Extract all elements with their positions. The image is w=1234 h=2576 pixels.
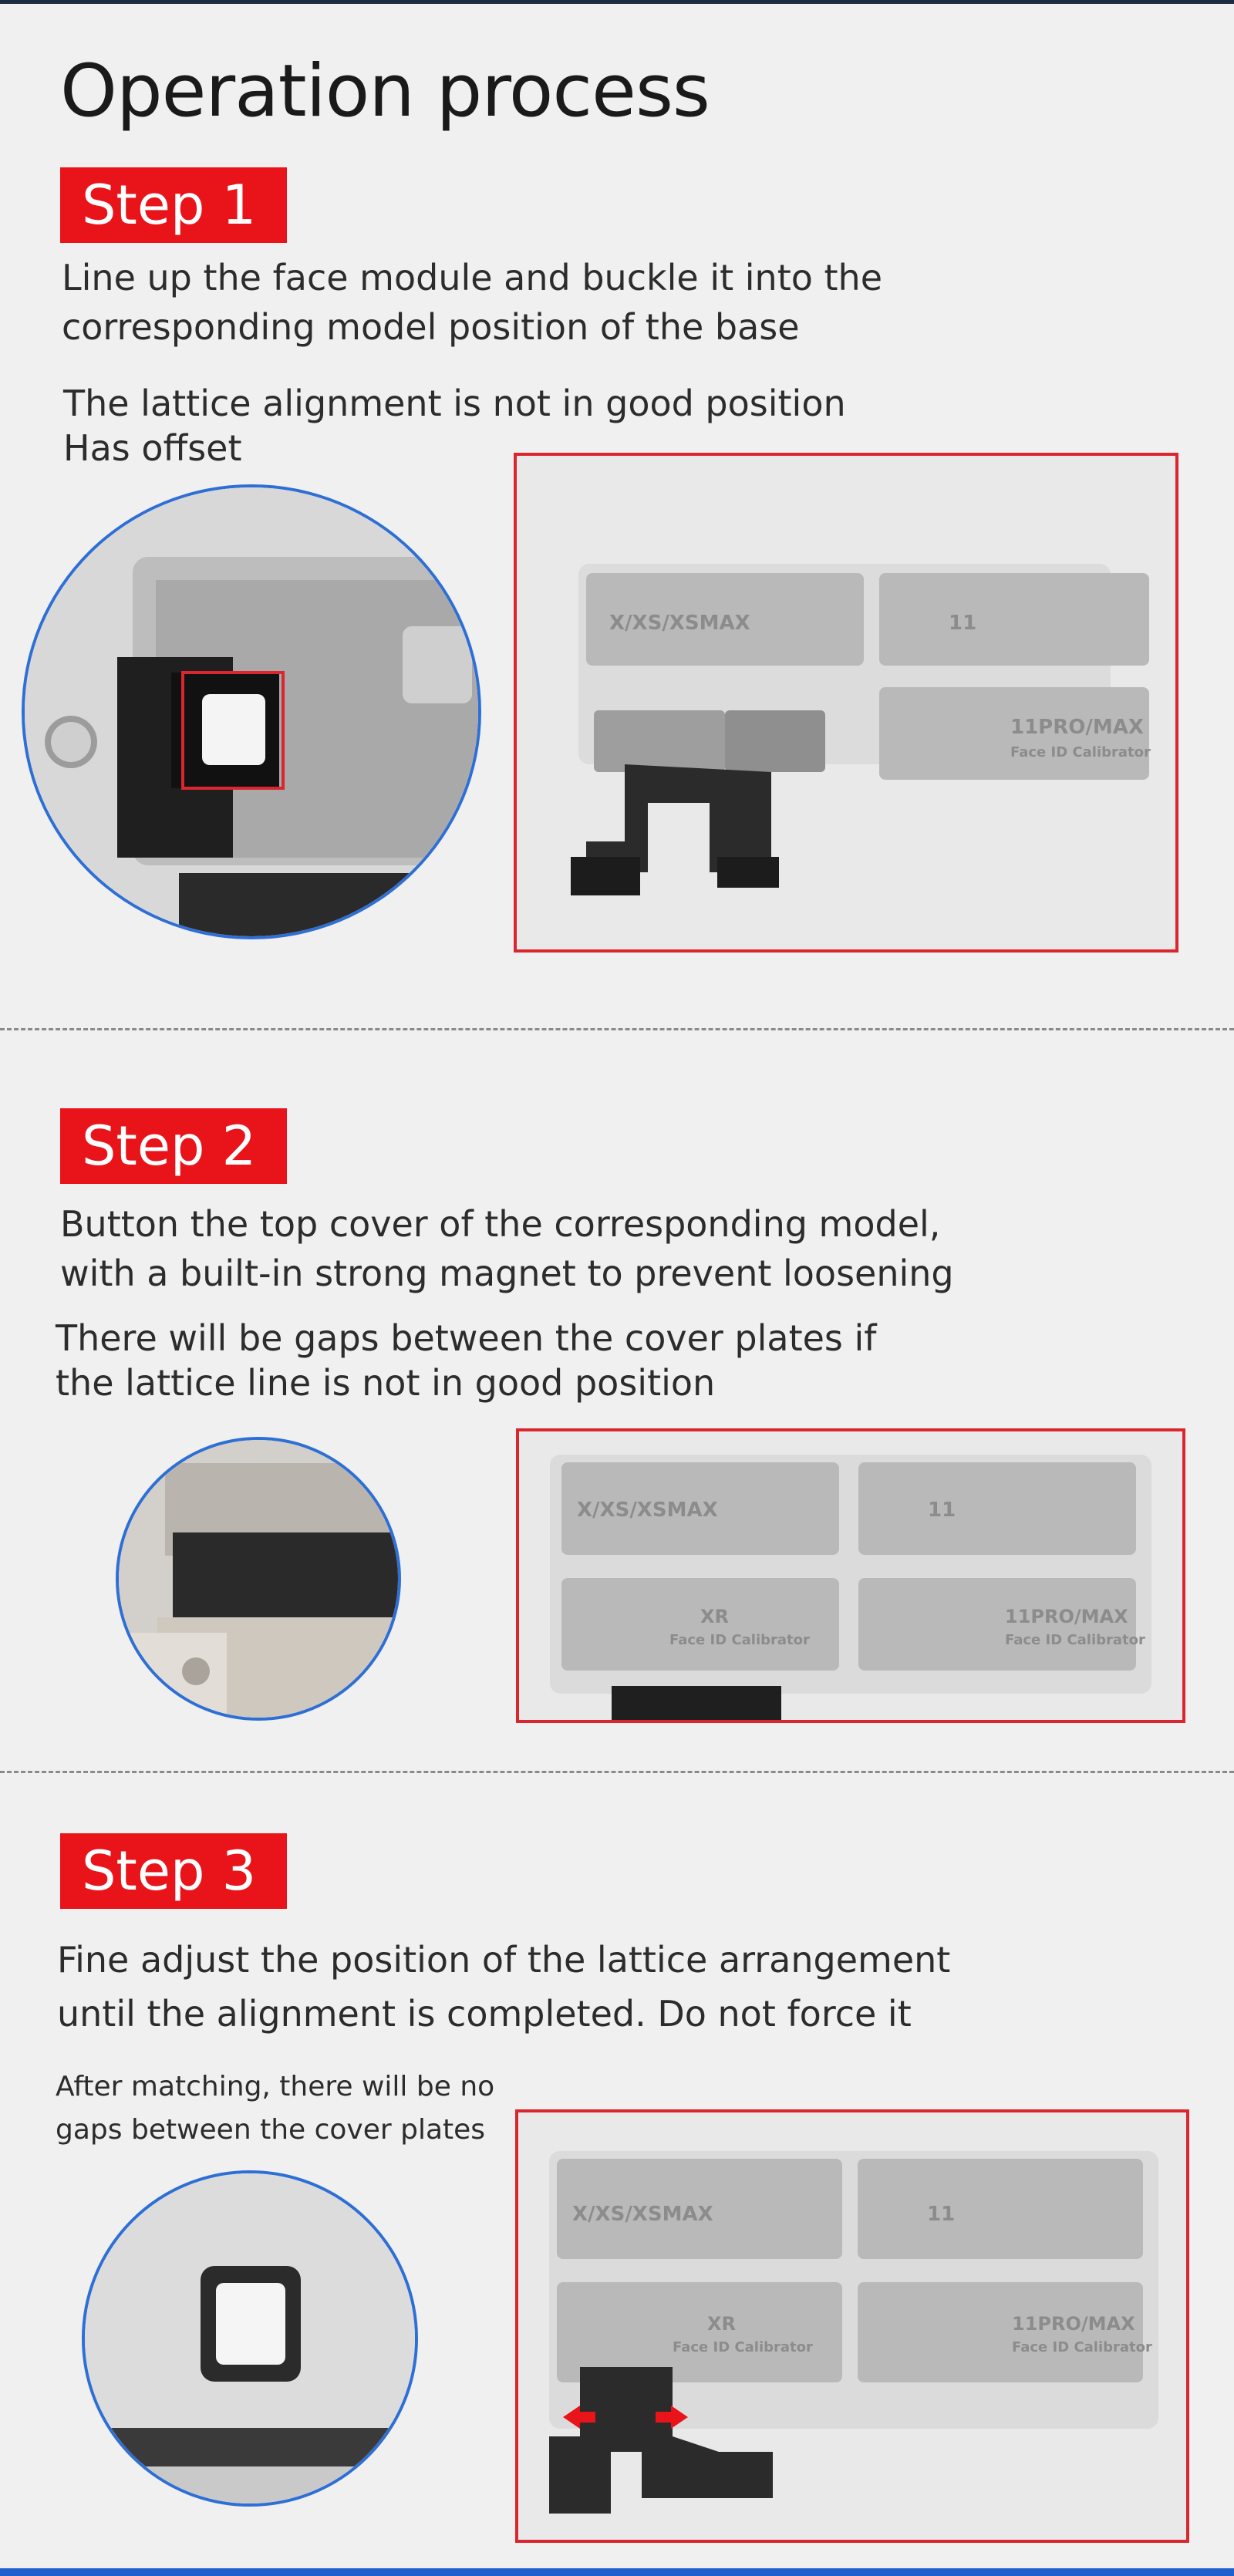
step-3-note-line-2: gaps between the cover plates bbox=[56, 2114, 486, 2146]
step-3-label-tr: 11 bbox=[927, 2203, 956, 2226]
step-2-label-tr: 11 bbox=[928, 1499, 956, 1522]
step-1-label-br: 11PRO/MAX bbox=[1010, 716, 1144, 739]
step-1-closeup-illustration bbox=[25, 487, 481, 939]
step-2-closeup-illustration bbox=[119, 1440, 401, 1721]
step-1-desc-line-2: corresponding model position of the base bbox=[62, 306, 800, 348]
bottom-border bbox=[0, 2568, 1234, 2576]
step-2-note-line-1: There will be gaps between the cover plates if bbox=[56, 1317, 877, 1359]
step-1-photo-frame bbox=[514, 453, 1178, 953]
step-3-label-br: 11PRO/MAX bbox=[1012, 2313, 1135, 2335]
step-3-closeup-circle bbox=[82, 2170, 418, 2507]
step-2-label-br-sub: Face ID Calibrator bbox=[1005, 1632, 1145, 1648]
step-3-label-xr: XR bbox=[707, 2313, 736, 2335]
step-2-label-br: 11PRO/MAX bbox=[1005, 1606, 1128, 1627]
step-3-label-xr-sub: Face ID Calibrator bbox=[673, 2339, 813, 2355]
step-1-closeup-circle bbox=[22, 484, 481, 939]
step-3-label-br-sub: Face ID Calibrator bbox=[1012, 2339, 1152, 2355]
step-2-label-tl: X/XS/XSMAX bbox=[577, 1499, 718, 1522]
step-1-desc-line-1: Line up the face module and buckle it into the bbox=[62, 257, 882, 298]
step-1-label-br-sub: Face ID Calibrator bbox=[1010, 744, 1151, 760]
step-2-badge: Step 2 bbox=[60, 1108, 287, 1184]
step-3-desc-line-2: until the alignment is completed. Do not force it bbox=[57, 1993, 912, 2035]
step-2-label-xr: XR bbox=[700, 1606, 729, 1627]
step-3-note-line-1: After matching, there will be no bbox=[56, 2071, 495, 2102]
step-2-label-xr-sub: Face ID Calibrator bbox=[669, 1632, 810, 1648]
step-1-note-line-1: The lattice alignment is not in good position bbox=[63, 383, 846, 424]
page-title: Operation process bbox=[60, 49, 710, 133]
step-1-note-line-2: Has offset bbox=[63, 427, 242, 469]
step-2-closeup-circle bbox=[116, 1437, 401, 1721]
step-2-desc-line-1: Button the top cover of the corresponding model, bbox=[60, 1203, 941, 1245]
section-divider-2 bbox=[0, 1771, 1234, 1773]
top-border bbox=[0, 0, 1234, 4]
section-divider-1 bbox=[0, 1028, 1234, 1030]
step-1-label-tl: X/XS/XSMAX bbox=[609, 612, 750, 635]
step-2-fixture-illustration bbox=[519, 1431, 1182, 1720]
step-1-badge: Step 1 bbox=[60, 167, 287, 243]
step-2-desc-line-2: with a built-in strong magnet to prevent loosening bbox=[60, 1253, 954, 1294]
step-3-photo-frame bbox=[515, 2109, 1189, 2543]
step-3-fixture-illustration bbox=[518, 2112, 1186, 2540]
step-3-closeup-illustration bbox=[85, 2173, 418, 2507]
step-2-note-line-2: the lattice line is not in good position bbox=[56, 1362, 716, 1404]
step-3-badge: Step 3 bbox=[60, 1833, 287, 1909]
step-1-fixture-illustration bbox=[517, 456, 1175, 949]
step-1-label-tr: 11 bbox=[949, 612, 977, 635]
step-3-label-tl: X/XS/XSMAX bbox=[572, 2203, 713, 2226]
step-2-photo-frame bbox=[516, 1428, 1185, 1723]
step-3-desc-line-1: Fine adjust the position of the lattice arrangement bbox=[57, 1939, 951, 1981]
